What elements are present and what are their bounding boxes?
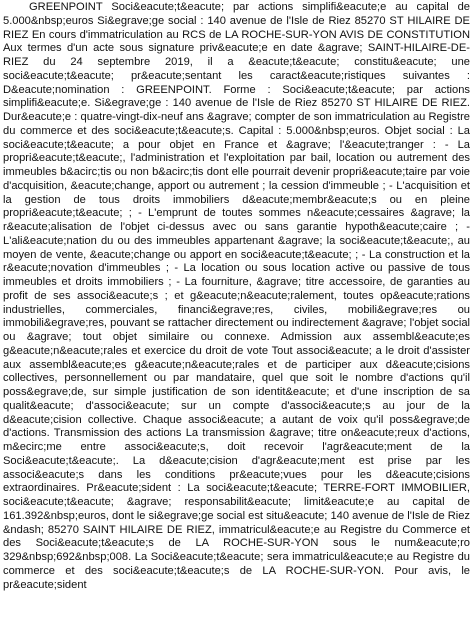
legal-notice-text: GREENPOINT Soci&eacute;t&eacute; par actions simplifi&eacute;e au capital de 5.000&nbsp;euros Si&egrave;ge social : 140 avenue de l'Isle de Riez 85270 ST HILAIRE DE RIEZ En cours d'immatriculation au RCS de LA ROCHE-SUR-YON AVIS DE CONSTITUTION Aux termes d'un acte sous signature priv&eacute;e en date &agrave; SAINT-HILAIRE-DE-RIEZ du 24 septembre 2019, il a &eacute;t&eacute; constitu&eacute; une soci&eacute;t&eacute; pr&eacute;sentant les caract&eacute;ristiques suivantes : D&eacute;nomination : GREENPOINT. Forme : Soci&eacute;t&eacute; par actions simplifi&eacute;e. Si&egrave;ge : 140 avenue de l'Isle de Riez 85270 ST HILAIRE DE RIEZ. Dur&eacute;e : quatre-vingt-dix-neuf ans &agrave; compter de son immatriculation au Registre du commerce et des soci&eacute;t&eacute;s. Capital : 5.000&nbsp;euros. Objet social : La soci&eacute;t&eacute; a pour objet en France et &agrave; l'&eacute;tranger : - La propri&eacute;t&eacute;, l'administration et l'exploitation par bail, location ou autrement des immeubles b&acirc;tis ou non b&acirc;tis dont elle pourrait devenir propri&eacute;taire par voie d'acquisition, &eacute;change, apport ou autrement ; la cession d'immeuble ; - L'acquisition et la gestion de tous droits immobiliers d&eacute;membr&eacute;s ou en pleine propri&eacute;t&eacute; ; - L'emprunt de toutes sommes n&eacute;cessaires &agrave; la r&eacute;alisation de l'objet ci-dessus avec ou sans garantie hypoth&eacute;caire ; - L'ali&eacute;nation du ou des immeubles appartenant &agrave; la soci&eacute;t&eacute;, au moyen de vente, &eacute;change ou apport en soci&eacute;t&eacute; ; - La construction et la r&eacute;novation d'immeubles ; - La location ou sous location active ou passive de tous immeubles et droits immobiliers ; - La fourniture, &agrave; titre accessoire, de garanties au profit de ses associ&eacute;s ; et g&eacute;n&eacute;ralement, toutes op&eacute;rations industrielles, commerciales, financi&egrave;res, civiles, mobili&egrave;res ou immobili&egrave;res, pouvant se rattacher directement ou indirectement &agrave; l'objet social ou &agrave; tout objet similaire ou connexe. Admission aux assembl&eacute;es g&eacute;n&eacute;rales et exercice du droit de vote Tout associ&eacute; a le droit d'assister aux assembl&eacute;es g&eacute;n&eacute;rales et de participer aux d&eacute;cisions collectives, personnellement ou par mandataire, quel que soit le nombre d'actions qu'il poss&egrave;de, sur simple justification de son identit&eacute; et d'une inscription de sa qualit&eacute; d'associ&eacute; sur un compte d'associ&eacute;s au jour de la d&eacute;cision collective. Chaque associ&eacute; a autant de voix qu'il poss&egrave;de d'actions. Transmission des actions La transmission &agrave; titre on&eacute;reux d'actions, m&ecirc;me entre associ&eacute;s, doit recevoir l'agr&eacute;ment de la Soci&eacute;t&eacute;. La d&eacute;cision d'agr&eacute;ment est prise par les associ&eacute;s dans les conditions pr&eacute;vues pour les d&eacute;cisions extraordinaires. Pr&eacute;sident : La soci&eacute;t&eacute; TERRE-FORT IMMOBILIER, soci&eacute;t&eacute; &agrave; responsabilit&eacute; limit&eacute;e au capital de 161.392&nbsp;euros, dont le si&egrave;ge social est situ&eacute; 140 avenue de l'Isle de Riez &ndash; 85270 SAINT HILAIRE DE RIEZ, immatricul&eacute;e au Registre du Commerce et des Soci&eacute;t&eacute;s de LA ROCHE-SUR-YON sous le num&eacute;ro 329&nbsp;692&nbsp;008. La Soci&eacute;t&eacute; sera immatricul&eacute;e au Registre du commerce et des soci&eacute;t&eacute;s de LA ROCHE-SUR-YON. Pour avis, le pr&eacute;sident — [3, 1, 470, 591]
